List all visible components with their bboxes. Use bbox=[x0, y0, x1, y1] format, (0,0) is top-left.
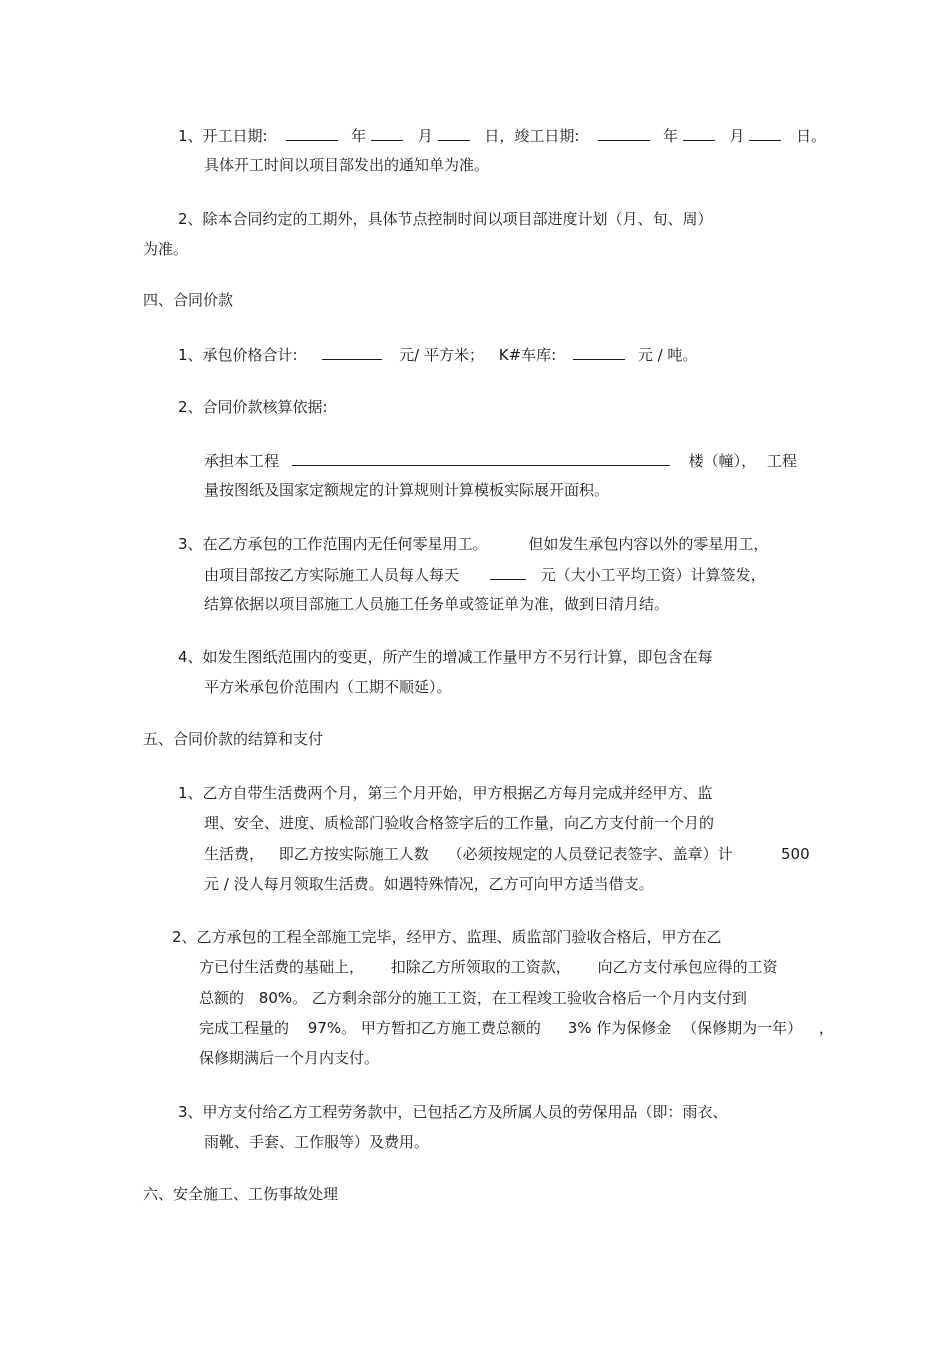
living-expense-text-c: （必须按规定的人员登记表签字、盖章）计 bbox=[447, 845, 733, 863]
odd-jobs-line-1 bbox=[178, 534, 768, 554]
start-date-note: 具体开工时间以项目部发出的通知单为准。 bbox=[204, 156, 490, 174]
settlement-percent-97: 97%。 bbox=[307, 1019, 357, 1037]
settlement-percent-80: 80%。 bbox=[258, 989, 308, 1007]
living-expense-line-4: 元 / 没人每月领取生活费。如遇特殊情况，乙方可向甲方适当借支。 bbox=[204, 875, 654, 893]
end-day-blank bbox=[749, 125, 781, 141]
section-heading-4: 四、合同价款 bbox=[143, 291, 234, 309]
odd-jobs-text-a: 3、在乙方承包的工作范围内无任何零星用工。 bbox=[178, 535, 488, 553]
garage-price-blank bbox=[573, 344, 625, 360]
end-month-blank bbox=[683, 125, 715, 141]
year-label-2: 年 bbox=[662, 127, 678, 145]
daily-wage-blank bbox=[490, 564, 526, 580]
end-year-blank bbox=[598, 125, 650, 141]
settlement-comma: ， bbox=[818, 1019, 834, 1037]
settlement-line-5: 保修期满后一个月内支付。 bbox=[199, 1049, 380, 1067]
warranty-period: （保修期为一年） bbox=[682, 1019, 803, 1037]
living-expense-line-1: 1、乙方自带生活费两个月，第三个月开始，甲方根据乙方每月完成并经甲方、监 bbox=[178, 784, 713, 802]
month-label-2: 月 bbox=[729, 127, 745, 145]
settlement-text-f: 完成工程量的 bbox=[199, 1019, 290, 1037]
settlement-text-g: 甲方暂扣乙方施工费总额的 bbox=[360, 1019, 541, 1037]
price-per-sqm-blank bbox=[322, 344, 382, 360]
settlement-text-a: 方已付生活费的基础上， bbox=[199, 958, 365, 976]
living-expense-line-2: 理、安全、进度、质检部门验收合格签字后的工作量，向乙方支付前一个月的 bbox=[204, 814, 715, 832]
price-basis-line bbox=[204, 450, 797, 471]
settlement-text-b: 扣除乙方所领取的工资款， bbox=[390, 958, 571, 976]
retention-percent-3: 3% bbox=[567, 1019, 592, 1037]
schedule-clause-cont: 为准。 bbox=[143, 240, 189, 258]
odd-jobs-line-2 bbox=[204, 564, 766, 585]
living-expense-amount: 500 bbox=[781, 845, 810, 863]
retention-label: 作为保修金 bbox=[596, 1019, 672, 1037]
end-date-label: 日，竣工日期: bbox=[484, 127, 580, 145]
garage-label: K#车库: bbox=[498, 346, 557, 364]
living-expense-line-3 bbox=[204, 844, 733, 864]
month-label: 月 bbox=[417, 127, 433, 145]
settlement-line-4 bbox=[199, 1018, 834, 1038]
price-basis-label: 2、合同价款核算依据: bbox=[178, 398, 328, 416]
garage-price-unit: 元 / 吨。 bbox=[637, 346, 698, 364]
year-label: 年 bbox=[351, 127, 367, 145]
settlement-line-3 bbox=[199, 988, 747, 1008]
day-label-2: 日。 bbox=[796, 127, 827, 145]
settlement-line-1: 2、乙方承包的工程全部施工完毕，经甲方、监理、质监部门验收合格后，甲方在乙 bbox=[172, 928, 722, 946]
living-expense-text-a: 生活费， bbox=[204, 845, 265, 863]
price-total-label: 1、承包价格合计: bbox=[178, 346, 298, 364]
change-clause: 4、如发生图纸范围内的变更，所产生的增减工作量甲方不另行计算，即包含在每 bbox=[178, 648, 713, 666]
change-clause-cont: 平方米承包价范围内（工期不顺延）。 bbox=[204, 678, 452, 696]
labor-protection-line-2: 雨靴、手套、工作服等）及费用。 bbox=[204, 1133, 430, 1151]
start-month-blank bbox=[371, 125, 403, 141]
building-label: 楼（幢）， bbox=[688, 452, 757, 470]
price-per-sqm-unit: 元/ 平方米； bbox=[399, 346, 484, 364]
odd-jobs-text-c: 由项目部按乙方实际施工人员每人每天 bbox=[204, 566, 460, 584]
start-date-label: 1、开工日期: bbox=[178, 127, 268, 145]
living-expense-text-b: 即乙方按实际施工人数 bbox=[278, 845, 429, 863]
start-date-line bbox=[178, 125, 826, 146]
settlement-text-d: 总额的 bbox=[199, 989, 245, 1007]
odd-jobs-line-3: 结算依据以项目部施工人员施工任务单或签证单为准，做到日清月结。 bbox=[204, 595, 670, 613]
start-year-blank bbox=[286, 125, 338, 141]
settlement-line-2 bbox=[199, 957, 778, 977]
section-heading-6: 六、安全施工、工伤事故处理 bbox=[143, 1185, 339, 1203]
settlement-text-c: 向乙方支付承包应得的工资 bbox=[597, 958, 778, 976]
schedule-clause: 2、除本合同约定的工期外，具体节点控制时间以项目部进度计划（月、旬、周） bbox=[178, 210, 713, 228]
price-total-line bbox=[178, 344, 697, 365]
section-heading-5: 五、合同价款的结算和支付 bbox=[143, 730, 324, 748]
project-name-blank bbox=[292, 450, 670, 466]
odd-jobs-text-d: 元（大小工平均工资）计算签发， bbox=[540, 566, 766, 584]
project-label: 承担本工程 bbox=[204, 452, 280, 470]
start-day-blank bbox=[438, 125, 470, 141]
price-basis-cont: 量按图纸及国家定额规定的计算规则计算模板实际展开面积。 bbox=[204, 481, 610, 499]
quantity-label: 工程 bbox=[766, 452, 797, 470]
odd-jobs-text-b: 但如发生承包内容以外的零星用工， bbox=[528, 535, 769, 553]
settlement-text-e: 乙方剩余部分的施工工资，在工程竣工验收合格后一个月内支付到 bbox=[311, 989, 747, 1007]
labor-protection-line-1: 3、甲方支付给乙方工程劳务款中，已包括乙方及所属人员的劳保用品（即：雨衣、 bbox=[178, 1103, 728, 1121]
